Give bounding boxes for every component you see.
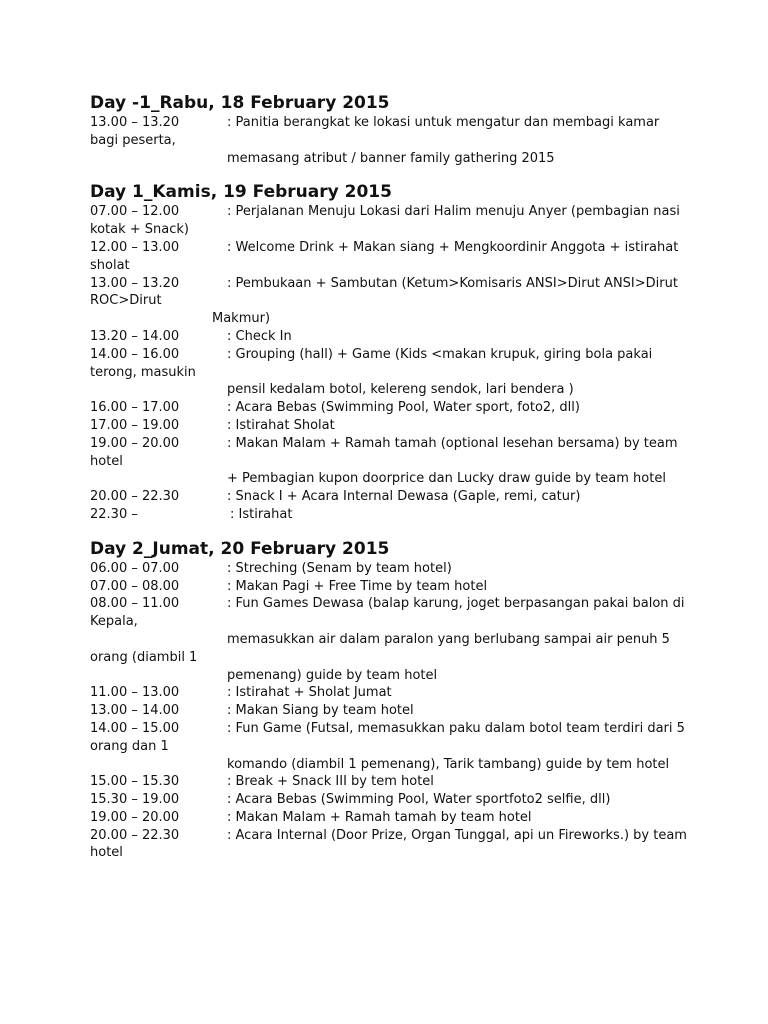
continuation-text: memasukkan air dalam paralon yang berlubang sampai air penuh 5 orang (diambil 1 bbox=[90, 631, 670, 665]
schedule-row bbox=[90, 435, 690, 471]
activity-text: : Acara Internal (Door Prize, Organ Tunggal, api un Fireworks.) by team hotel bbox=[90, 827, 687, 861]
schedule-row bbox=[90, 684, 690, 702]
time-range: 07.00 – 08.00 bbox=[90, 578, 180, 594]
schedule-row bbox=[90, 417, 690, 435]
time-range: 14.00 – 16.00 bbox=[90, 346, 180, 362]
continuation-text: komando (diambil 1 pemenang), Tarik tambang) guide by tem hotel bbox=[227, 756, 670, 772]
activity-text: : Welcome Drink + Makan siang + Mengkoordinir Anggota + istirahat sholat bbox=[90, 239, 679, 273]
day-section bbox=[90, 92, 690, 167]
activity-text: : Istirahat bbox=[230, 506, 293, 522]
time-range: 14.00 – 15.00 bbox=[90, 720, 180, 736]
activity-text: : Acara Bebas (Swimming Pool, Water sport, foto2, dll) bbox=[227, 400, 580, 416]
activity-text: : Break + Snack III by tem hotel bbox=[227, 774, 434, 790]
activity-text: : Makan Malam + Ramah tamah (optional lesehan bersama) by team hotel bbox=[90, 435, 678, 469]
continuation-text: + Pembagian kupon doorprice dan Lucky draw guide by team hotel bbox=[227, 471, 666, 487]
schedule-row bbox=[90, 720, 690, 756]
schedule-row bbox=[90, 578, 690, 596]
time-range: 13.20 – 14.00 bbox=[90, 328, 180, 344]
schedule-row bbox=[90, 560, 690, 578]
day-heading: Day -1_Rabu, 18 February 2015 bbox=[90, 93, 390, 113]
activity-text: : Istirahat Sholat bbox=[227, 417, 335, 433]
activity-text: : Fun Game (Futsal, memasukkan paku dalam botol team terdiri dari 5 orang dan 1 bbox=[90, 720, 685, 754]
continuation-row bbox=[90, 470, 690, 488]
time-range: 12.00 – 13.00 bbox=[90, 239, 180, 255]
schedule-row bbox=[90, 595, 690, 631]
continuation-row bbox=[90, 631, 690, 667]
time-range: 16.00 – 17.00 bbox=[90, 400, 180, 416]
schedule-row bbox=[90, 809, 690, 827]
time-range: 07.00 – 12.00 bbox=[90, 204, 180, 220]
schedule-row bbox=[90, 488, 690, 506]
schedule-row bbox=[90, 203, 690, 239]
schedule-row bbox=[90, 827, 690, 863]
activity-text: : Makan Siang by team hotel bbox=[227, 703, 414, 719]
continuation-row bbox=[90, 756, 690, 774]
schedule-row bbox=[90, 328, 690, 346]
time-range: 06.00 – 07.00 bbox=[90, 560, 180, 576]
schedule-row bbox=[90, 791, 690, 809]
time-range: 15.00 – 15.30 bbox=[90, 774, 180, 790]
continuation-text: memasang atribut / banner family gathering 2015 bbox=[227, 150, 555, 166]
day-heading: Day 2_Jumat, 20 February 2015 bbox=[90, 538, 390, 559]
activity-text: : Makan Malam + Ramah tamah by team hotel bbox=[227, 809, 532, 825]
schedule-row bbox=[90, 506, 690, 524]
schedule-row bbox=[90, 114, 690, 150]
day-section bbox=[90, 538, 690, 863]
day-section bbox=[90, 181, 690, 523]
continuation-text: pemenang) guide by team hotel bbox=[227, 667, 438, 683]
activity-text: : Fun Games Dewasa (balap karung, joget berpasangan pakai balon di Kepala, bbox=[90, 596, 685, 630]
time-range: 08.00 – 11.00 bbox=[90, 596, 180, 612]
activity-text: : Check In bbox=[227, 328, 292, 344]
day-heading: Day 1_Kamis, 19 February 2015 bbox=[90, 182, 392, 203]
time-range: 20.00 – 22.30 bbox=[90, 489, 180, 505]
time-range: 22.30 – bbox=[90, 506, 138, 522]
schedule-row bbox=[90, 239, 690, 275]
schedule-row bbox=[90, 346, 690, 382]
activity-text: : Acara Bebas (Swimming Pool, Water sportfoto2 selfie, dll) bbox=[227, 792, 611, 808]
activity-text: : Perjalanan Menuju Lokasi dari Halim menuju Anyer (pembagian nasi kotak + Snack) bbox=[90, 204, 680, 238]
time-range: 13.00 – 13.20 bbox=[90, 275, 180, 291]
activity-text: : Istirahat + Sholat Jumat bbox=[227, 685, 392, 701]
activity-text: : Streching (Senam by team hotel) bbox=[227, 560, 452, 576]
time-range: 15.30 – 19.00 bbox=[90, 792, 180, 808]
continuation-text: pensil kedalam botol, kelereng sendok, lari bendera ) bbox=[227, 382, 574, 398]
schedule-document bbox=[90, 92, 690, 875]
schedule-row bbox=[90, 773, 690, 791]
schedule-row bbox=[90, 702, 690, 720]
activity-text: : Pembukaan + Sambutan (Ketum>Komisaris ANSI>Dirut ANSI>Dirut ROC>Dirut bbox=[90, 275, 678, 309]
time-range: 13.00 – 13.20 bbox=[90, 115, 180, 130]
activity-text: : Makan Pagi + Free Time by team hotel bbox=[227, 578, 488, 594]
activity-text: : Grouping (hall) + Game (Kids <makan krupuk, giring bola pakai terong, masukin bbox=[90, 346, 653, 380]
schedule-row bbox=[90, 275, 690, 311]
activity-text: : Snack I + Acara Internal Dewasa (Gaple, remi, catur) bbox=[227, 489, 581, 505]
time-range: 19.00 – 20.00 bbox=[90, 435, 180, 451]
time-range: 13.00 – 14.00 bbox=[90, 703, 180, 719]
time-range: 20.00 – 22.30 bbox=[90, 827, 180, 843]
time-range: 17.00 – 19.00 bbox=[90, 417, 180, 433]
schedule-row bbox=[90, 399, 690, 417]
time-range: 19.00 – 20.00 bbox=[90, 809, 180, 825]
activity-text: : Panitia berangkat ke lokasi untuk mengatur dan membagi kamar bagi peserta, bbox=[90, 115, 660, 148]
time-range: 11.00 – 13.00 bbox=[90, 685, 180, 701]
continuation-text: Makmur) bbox=[212, 311, 271, 327]
